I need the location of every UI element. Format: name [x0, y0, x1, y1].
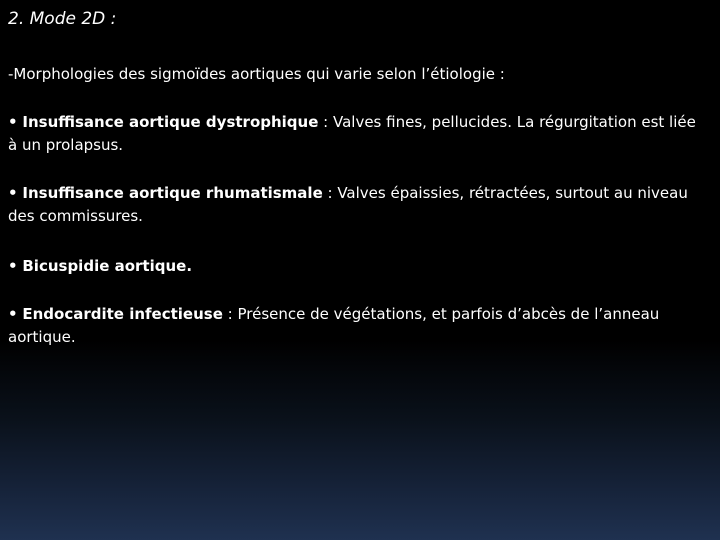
- bullet-item-bicuspidie: [8, 255, 708, 278]
- bullet-marker: •: [8, 113, 18, 131]
- bullet-item-dystrophique: [8, 111, 708, 157]
- bullet-marker: •: [8, 184, 18, 202]
- bullet-marker: •: [8, 257, 18, 275]
- bullet-marker: •: [8, 305, 18, 323]
- bullet-description: : Valves fines, pellucides. La régurgitation est liée à un prolapsus.: [8, 113, 696, 154]
- bullet-item-rhumatismale: [8, 182, 708, 228]
- bullet-description: : Présence de végétations, et parfois d’abcès de l’anneau aortique.: [8, 305, 660, 346]
- bullet-description: : Valves épaissies, rétractées, surtout au niveau des commissures.: [8, 184, 688, 225]
- bullet-item-endocardite: [8, 303, 708, 349]
- bullet-term: Insuffisance aortique dystrophique: [22, 113, 319, 131]
- intro-text: -Morphologies des sigmoïdes aortiques qui varie selon l’étiologie :: [8, 65, 505, 83]
- bullet-term: Insuffisance aortique rhumatismale: [22, 184, 323, 202]
- bullet-term: Endocardite infectieuse: [22, 305, 223, 323]
- bullet-term: Bicuspidie aortique.: [22, 257, 193, 275]
- slide-title: 2. Mode 2D :: [8, 9, 117, 29]
